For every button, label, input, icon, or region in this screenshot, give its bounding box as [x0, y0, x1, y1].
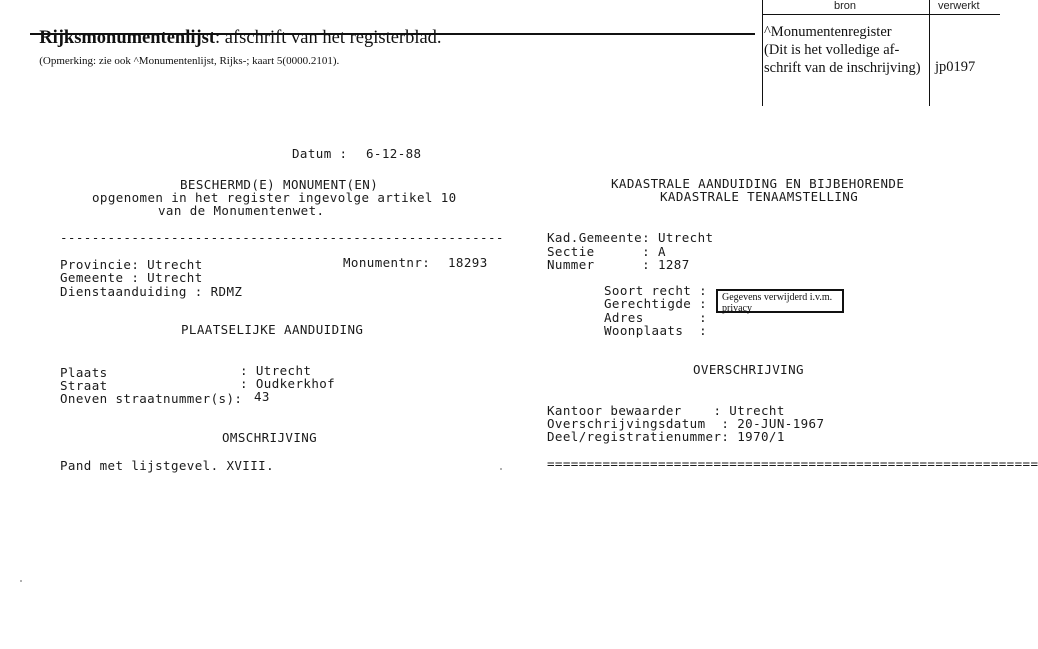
datum-value: 6-12-88: [366, 146, 422, 161]
source-table-header-rule: [762, 14, 1000, 15]
header-title-bold: Rijksmonumentenlijst: [39, 28, 216, 48]
monument-subtitle-1: opgenomen in het register ingevolge artikel 10: [92, 190, 457, 205]
oneven-label: Oneven straatnummer(s):: [60, 391, 243, 406]
nummer-line: Nummer : 1287: [547, 257, 690, 272]
kad-gemeente-line: Kad.Gemeente: Utrecht: [547, 230, 714, 245]
plaats-label: Plaats: [60, 365, 108, 380]
monument-title: BESCHERMD(E) MONUMENT(EN): [180, 177, 379, 192]
omschrijving-text: Pand met lijstgevel. XVIII.: [60, 458, 274, 473]
source-table: [762, 0, 1000, 106]
end-rule: ==============================================================: [547, 456, 1038, 471]
source-table-header-verwerkt: verwerkt: [938, 0, 980, 12]
scan-speck: [20, 580, 22, 582]
source-table-header-bron: bron: [834, 0, 857, 12]
monument-subtitle-2: van de Monumentenwet.: [158, 203, 325, 218]
privacy-redaction-box: Gegevens verwijderd i.v.m. privacy: [716, 289, 844, 313]
document-header: [30, 7, 442, 70]
scan-speck: [500, 468, 502, 470]
oneven-value: 43: [254, 389, 270, 404]
datum-label: Datum :: [292, 146, 348, 161]
plaats-value: : Utrecht: [240, 363, 312, 378]
monumentnr-label: Monumentnr:: [343, 255, 431, 270]
woonplaats-label: Woonplaats :: [604, 323, 708, 338]
straat-value: : Oudkerkhof: [240, 376, 336, 391]
adres-label: Adres :: [604, 310, 708, 325]
provincie-line: Provincie: Utrecht: [60, 257, 203, 272]
deel-registratienummer-line: Deel/registratienummer: 1970/1: [547, 429, 785, 444]
overschrijvingsdatum-line: Overschrijvingsdatum : 20-JUN-1967: [547, 416, 825, 431]
sectie-line: Sectie : A: [547, 244, 666, 259]
source-table-border-mid: [929, 0, 930, 106]
straat-label: Straat: [60, 378, 108, 393]
omschrijving-heading: OMSCHRIJVING: [222, 430, 318, 445]
gemeente-line: Gemeente : Utrecht: [60, 270, 203, 285]
overschrijving-heading: OVERSCHRIJVING: [693, 362, 804, 377]
source-table-border-left: [762, 0, 763, 106]
header-title-rest: : afschrift van het registerblad.: [215, 28, 442, 48]
soort-recht-label: Soort recht :: [604, 283, 708, 298]
kadastrale-heading-1: KADASTRALE AANDUIDING EN BIJBEHORENDE: [611, 176, 905, 191]
source-bron-value: ^Monumentenregister (Dit is het volledige af- schrift van de inschrijving): [764, 24, 921, 76]
header-rule: [30, 33, 755, 35]
header-note: (Opmerking: zie ook ^Monumentenlijst, Rijks-; kaart 5(0000.2101).: [39, 55, 340, 67]
gerechtigde-label: Gerechtigde :: [604, 296, 708, 311]
monumentnr-value: 18293: [448, 255, 488, 270]
kantoor-bewaarder-line: Kantoor bewaarder : Utrecht: [547, 403, 785, 418]
divider-dashes: --------------------------------------------------------: [60, 230, 504, 245]
source-verwerkt-value: jp0197: [935, 59, 976, 75]
kadastrale-heading-2: KADASTRALE TENAAMSTELLING: [660, 189, 859, 204]
dienstaanduiding-line: Dienstaanduiding : RDMZ: [60, 284, 243, 299]
plaatselijke-aanduiding-heading: PLAATSELIJKE AANDUIDING: [181, 322, 364, 337]
